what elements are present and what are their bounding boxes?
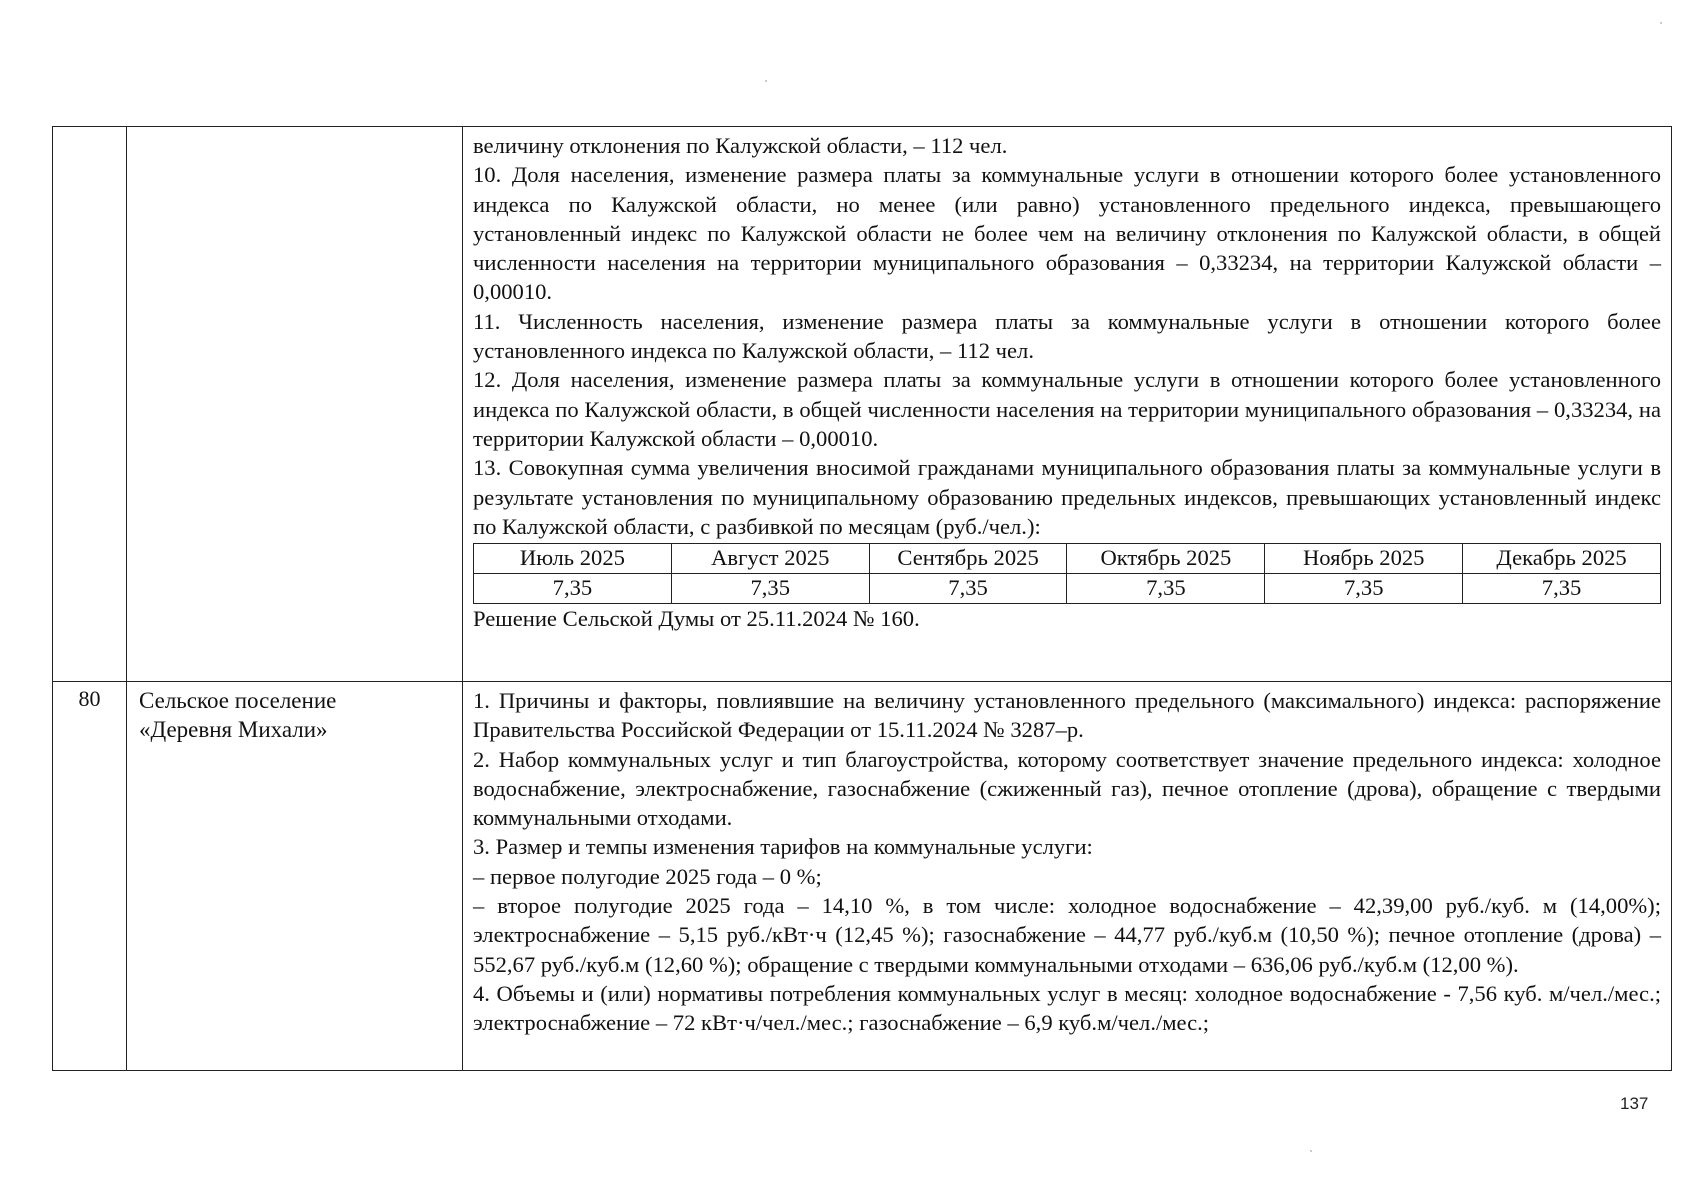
row-80-name-cell — [127, 682, 463, 1071]
monthly-amounts-table — [473, 543, 1661, 604]
month-value: 7,35 — [671, 574, 869, 604]
months-header-row — [474, 544, 1661, 574]
table-row-79 — [53, 127, 1672, 682]
row-79-paragraph-4: 12. Доля населения, изменение размера платы за коммунальные услуги в отношении которого более установленного индекса по Калужской области, в общей численности населения на территории муниципального образования – 0,33234, на территории Калужской области – 0,00010. — [473, 367, 1661, 451]
month-header: Август 2025 — [671, 544, 869, 574]
row-80-paragraph-2: 2. Набор коммунальных услуг и тип благоустройства, которому соответствует значение предельного индекса: холодное водоснабжение, электроснабжение, газоснабжение (сжиженный газ), печное отопление (дрова), обращение с твердыми коммунальными отходами. — [473, 746, 1661, 831]
row-80-paragraph-1: 1. Причины и факторы, повлиявшие на величину установленного предельного (максимального) индекса: распоряжение Правительства Российской Федерации от 15.11.2024 № 3287–р. — [473, 688, 1661, 743]
row-79-number-cell — [53, 127, 127, 682]
row-80-paragraph-6: 4. Объемы и (или) нормативы потребления коммунальных услуг в месяц: холодное водоснабжение - 7,56 куб. м/чел./мес.; электроснабжение – 72 кВт·ч/чел./мес.; газоснабжение – 6,9 куб.м/чел./мес.; — [473, 980, 1661, 1036]
month-value: 7,35 — [474, 574, 672, 604]
row-80-name-line-1: Сельское поселение — [139, 688, 337, 713]
scan-speck — [765, 80, 767, 82]
row-79-paragraph-3: 11. Численность населения, изменение размера платы за коммунальные услуги в отношении которого более установленного индекса по Калужской области, – 112 чел. — [473, 308, 1661, 364]
month-header: Декабрь 2025 — [1463, 544, 1661, 574]
row-79-paragraph-2: 10. Доля населения, изменение размера платы за коммунальные услуги в отношении которого более установленного индекса по Калужской области, но менее (или равно) установленного предельного индекса, превышающего установленный индекс по Калужской области не более чем на величину отклонения по Калужской области, в общей численности населения на территории муниципального образования – 0,33234, на территории Калужской области – 0,00010. — [473, 162, 1661, 305]
month-header: Июль 2025 — [474, 544, 672, 574]
month-value: 7,35 — [869, 574, 1067, 604]
months-values-row — [474, 574, 1661, 604]
scan-speck — [1660, 22, 1662, 24]
month-header: Ноябрь 2025 — [1265, 544, 1463, 574]
row-80-number: 80 — [53, 682, 127, 1071]
month-value: 7,35 — [1463, 574, 1661, 604]
row-79-paragraph-5: 13. Совокупная сумма увеличения вносимой гражданами муниципального образования платы за коммунальные услуги в результате установления по муниципальному образованию предельных индексов, превышающих установленный индекс по Калужской области, с разбивкой по месяцам (руб./чел.): — [473, 455, 1661, 539]
scan-speck — [1310, 1150, 1312, 1152]
row-79-content-cell — [463, 127, 1672, 682]
row-80-content-cell — [463, 682, 1672, 1071]
month-value: 7,35 — [1265, 574, 1463, 604]
row-79-name-cell — [127, 127, 463, 682]
row-80-paragraph-3: 3. Размер и темпы изменения тарифов на коммунальные услуги: — [473, 834, 1093, 860]
month-header: Октябрь 2025 — [1067, 544, 1265, 574]
row-79-paragraph-1: величину отклонения по Калужской области, – 112 чел. — [473, 133, 1008, 158]
row-80-paragraph-5: – второе полугодие 2025 года – 14,10 %, в том числе: холодное водоснабжение – 42,39,00 руб./куб. м (14,00%); электроснабжение – 5,15 руб./кВт·ч (12,45 %); газоснабжение – 44,77 руб./куб.м (10,50 %); печное отопление (дрова) – 552,67 руб./куб.м (12,60 %); обращение с твердыми коммунальными отходами – 636,06 руб./куб.м (12,00 %). — [473, 893, 1661, 977]
row-80-paragraph-4: – первое полугодие 2025 года – 0 %; — [473, 863, 822, 889]
month-header: Сентябрь 2025 — [869, 544, 1067, 574]
table-row-80 — [53, 682, 1672, 1071]
page-number: 137 — [1620, 1094, 1649, 1113]
row-79-decision: Решение Сельской Думы от 25.11.2024 № 160. — [473, 606, 920, 632]
month-value: 7,35 — [1067, 574, 1265, 604]
row-80-name-line-2: «Деревня Михали» — [139, 717, 328, 742]
document-table — [52, 126, 1672, 1071]
